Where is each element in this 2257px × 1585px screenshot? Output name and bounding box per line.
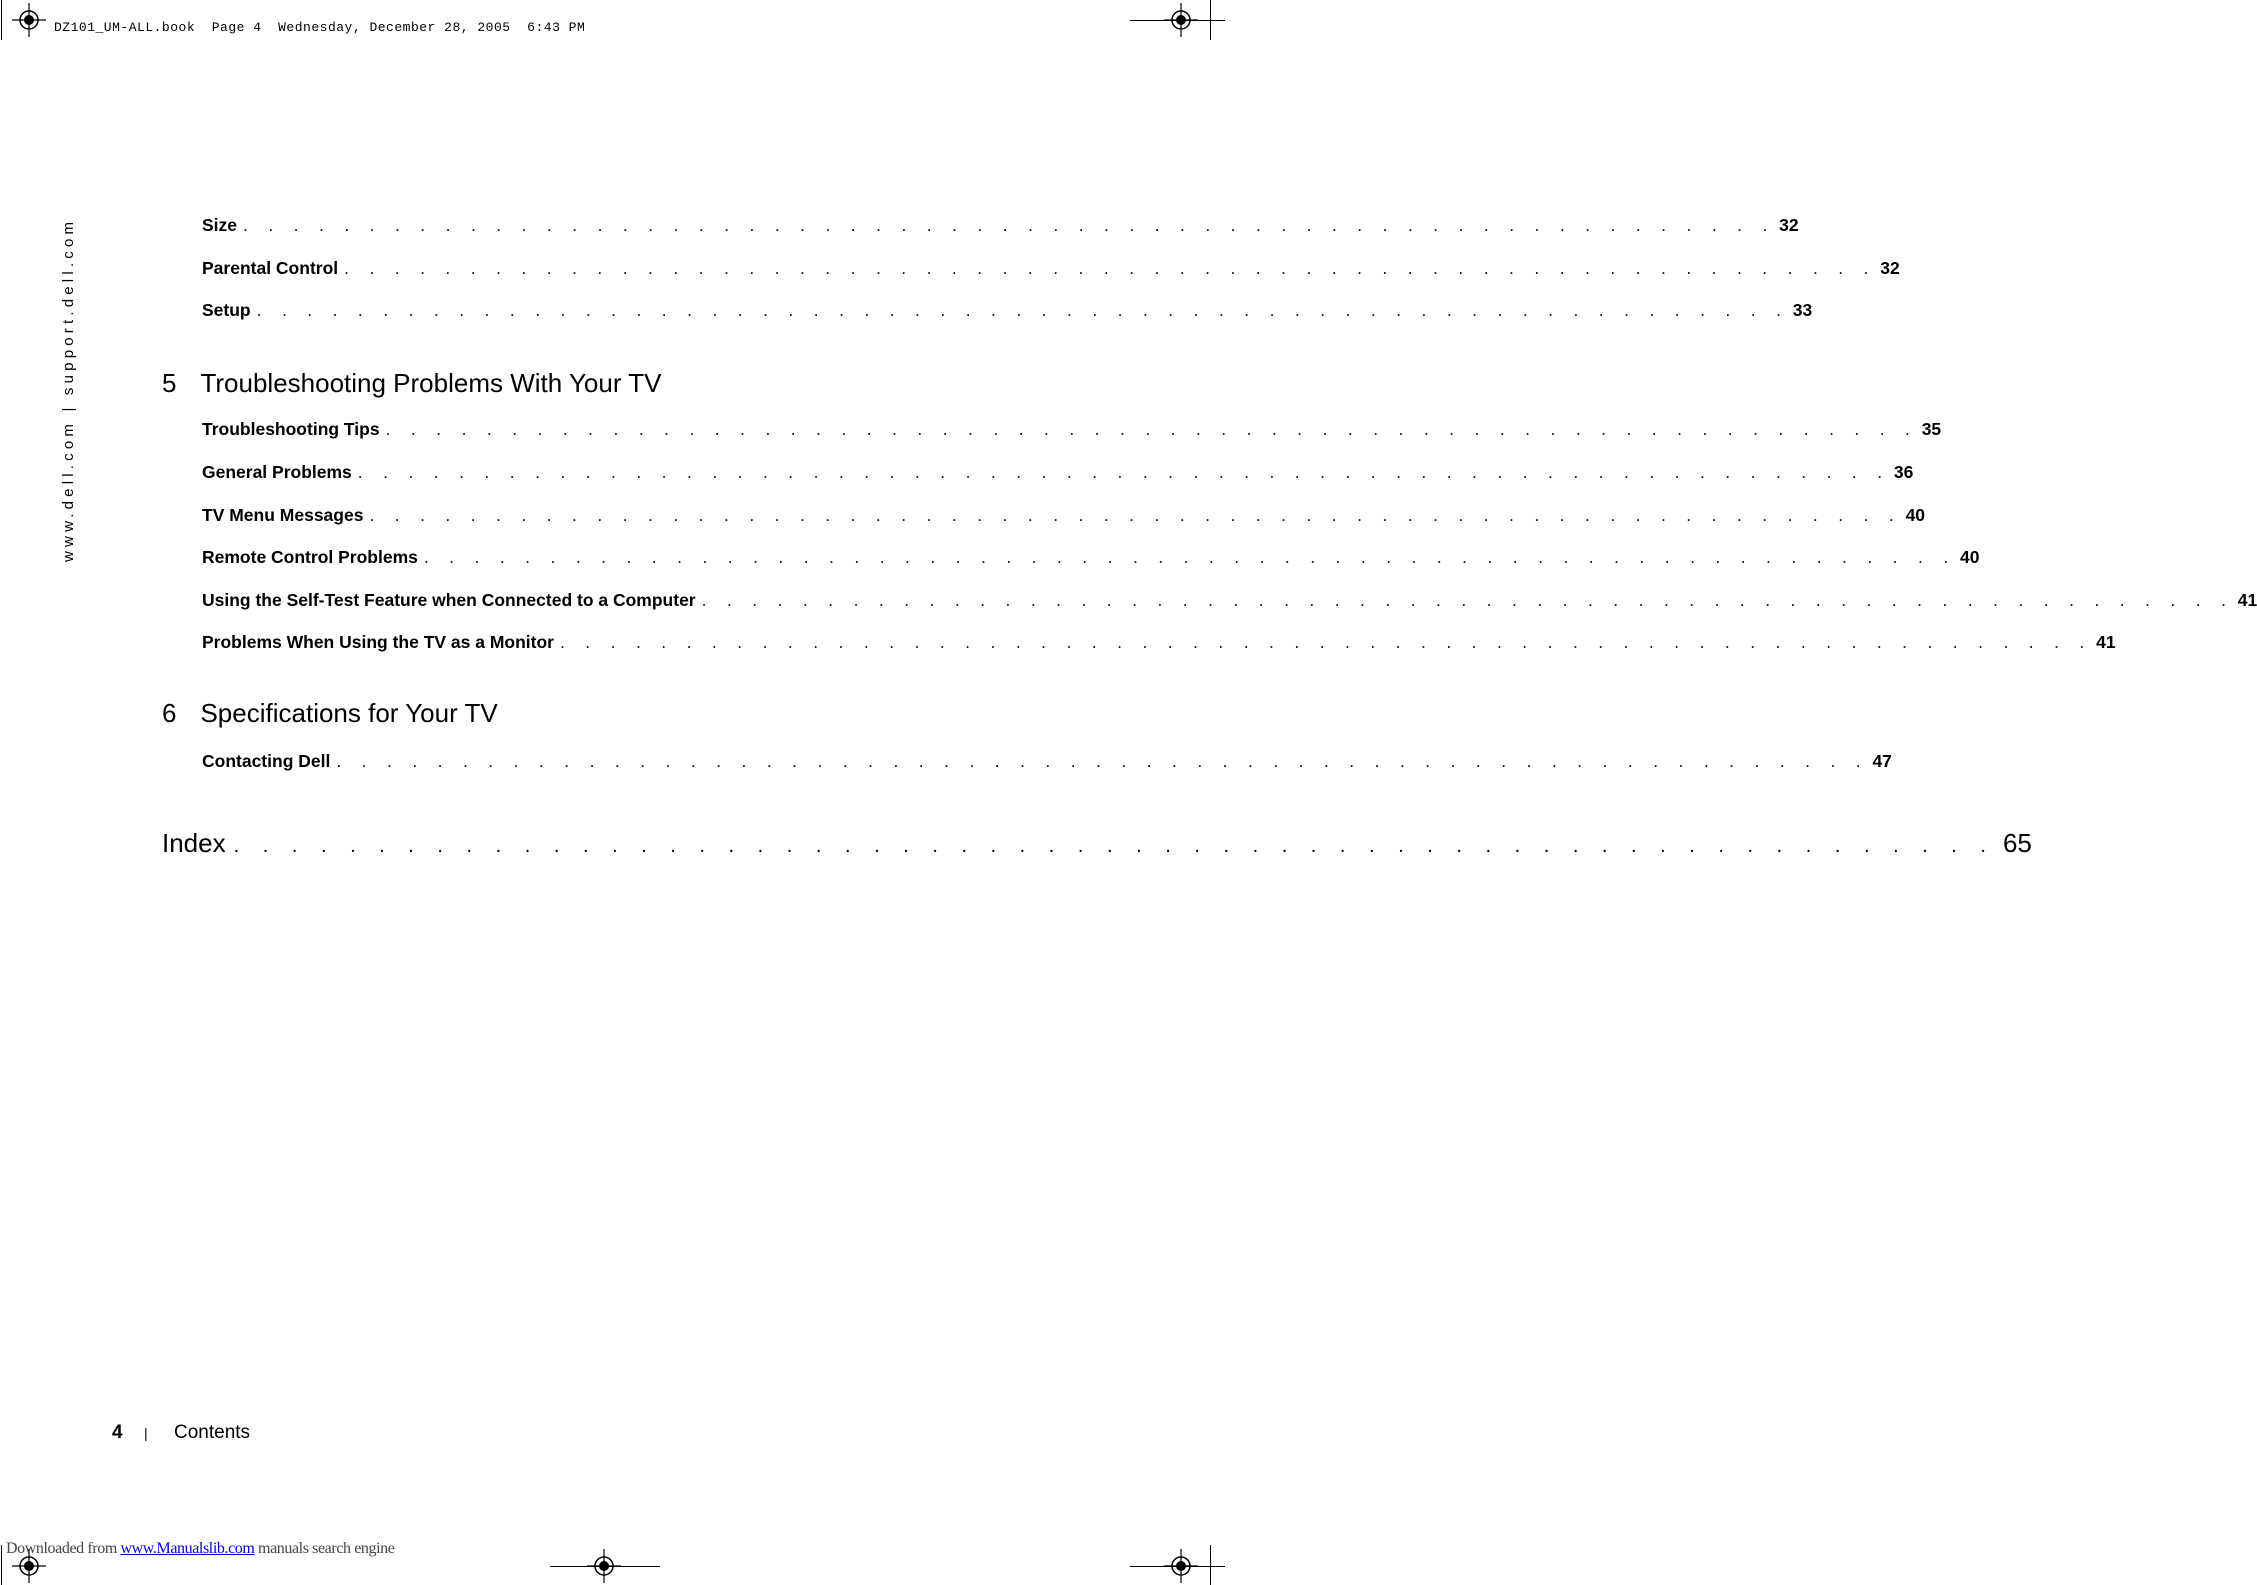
leader-dots: . . . . . . . . . . . . . . . . . . . . . . . . . . . . . . . . . . . . . . . . . . . . . . . . . . . . . . . . . . . . .	[233, 835, 1995, 857]
leader-dots: . . . . . . . . . . . . . . . . . . . . . . . . . . . . . . . . . . . . . . . . . . . . . . . . . . . . . . . . . . . . .	[243, 215, 1776, 235]
chapter-title: Specifications for Your TV	[200, 698, 498, 728]
toc-entry-page: 40	[1905, 505, 1926, 525]
chapter-number: 5	[162, 368, 177, 398]
leader-dots: . . . . . . . . . . . . . . . . . . . . . . . . . . . . . . . . . . . . . . . . . . . . . . . . . . . . . . . . . . . . .	[385, 419, 1918, 439]
toc-entry-label: Parental Control	[202, 258, 339, 278]
manualslib-link[interactable]: www.Manualslib.com	[120, 1540, 255, 1557]
toc-entry-label: Troubleshooting Tips	[202, 419, 380, 439]
page-footer	[112, 1422, 250, 1444]
toc-entry-self-test-feature[interactable]	[202, 590, 2257, 611]
toc-entry-label: Contacting Dell	[202, 751, 331, 771]
crop-line	[1130, 1566, 1225, 1567]
toc-entry-setup[interactable]	[202, 300, 1813, 321]
print-header: DZ101_UM-ALL.book Page 4 Wednesday, December 28, 2005 6:43 PM	[54, 20, 586, 35]
side-url: www.dell.com | support.dell.com	[60, 217, 77, 562]
toc-entry-label: Remote Control Problems	[202, 547, 418, 567]
leader-dots: . . . . . . . . . . . . . . . . . . . . . . . . . . . . . . . . . . . . . . . . . . . . . . . . . . . . . . . . . . . . .	[357, 462, 1890, 482]
leader-dots: . . . . . . . . . . . . . . . . . . . . . . . . . . . . . . . . . . . . . . . . . . . . . . . . . . . . . . . . . . . . .	[423, 547, 1956, 567]
toc-entry-label: Setup	[202, 300, 251, 320]
footer-page-number: 4	[112, 1422, 123, 1443]
toc-entry-tv-menu-messages[interactable]	[202, 505, 1926, 526]
toc-entry-page: 32	[1779, 215, 1799, 235]
toc-entry-tv-as-monitor[interactable]	[202, 632, 2116, 653]
toc-entry-page: 35	[1921, 419, 1942, 439]
footer-section: Contents	[174, 1422, 251, 1443]
leader-dots: . . . . . . . . . . . . . . . . . . . . . . . . . . . . . . . . . . . . . . . . . . . . . . . . . . . . . . . . . . . . .	[336, 751, 1869, 771]
toc-entry-size[interactable]	[202, 215, 1799, 236]
toc-entry-label: General Problems	[202, 462, 352, 482]
crop-line	[1130, 20, 1225, 21]
chapter-heading-6[interactable]	[162, 698, 498, 729]
toc-entry-label: Problems When Using the TV as a Monitor	[202, 632, 554, 652]
toc-entry-page: 41	[2096, 632, 2116, 652]
toc-entry-page: 40	[1959, 547, 1980, 567]
toc-entry-general-problems[interactable]	[202, 462, 1914, 483]
toc-entry-page: 32	[1880, 258, 1900, 278]
chapter-heading-5[interactable]	[162, 368, 662, 399]
toc-entry-index[interactable]	[162, 828, 2032, 859]
toc-entry-contacting-dell[interactable]	[202, 751, 1892, 772]
toc-entry-label: TV Menu Messages	[202, 505, 364, 525]
footer-separator: |	[144, 1425, 148, 1441]
toc-entry-label: Size	[202, 215, 238, 235]
download-prefix: Downloaded from	[6, 1540, 121, 1557]
leader-dots: . . . . . . . . . . . . . . . . . . . . . . . . . . . . . . . . . . . . . . . . . . . . . . . . . . . . . . . . . . . . .	[256, 300, 1789, 320]
crop-line	[1, 1545, 2, 1585]
toc-entry-parental-control[interactable]	[202, 258, 1900, 279]
leader-dots: . . . . . . . . . . . . . . . . . . . . . . . . . . . . . . . . . . . . . . . . . . . . . . . . . . . . . . . . . . . . .	[701, 590, 2234, 610]
toc-entry-label: Using the Self-Test Feature when Connected to a Computer	[202, 590, 696, 610]
toc-entry-remote-control-problems[interactable]	[202, 547, 1980, 568]
leader-dots: . . . . . . . . . . . . . . . . . . . . . . . . . . . . . . . . . . . . . . . . . . . . . . . . . . . . . . . . . . . . .	[559, 632, 2093, 652]
toc-entry-page: 36	[1893, 462, 1914, 482]
toc-entry-troubleshooting-tips[interactable]	[202, 419, 1942, 440]
toc-entry-page: 41	[2237, 590, 2257, 610]
toc-entry-page: 33	[1792, 300, 1813, 320]
chapter-title: Troubleshooting Problems With Your TV	[200, 368, 662, 398]
toc-entry-page: 47	[1872, 751, 1892, 771]
leader-dots: . . . . . . . . . . . . . . . . . . . . . . . . . . . . . . . . . . . . . . . . . . . . . . . . . . . . . . . . . . . . .	[369, 505, 1902, 525]
crop-line	[1, 0, 2, 40]
chapter-number: 6	[162, 698, 177, 728]
registration-mark-top-left	[12, 3, 46, 37]
index-page: 65	[2002, 828, 2032, 858]
download-suffix: manuals search engine	[254, 1540, 395, 1557]
crop-line	[1210, 1545, 1211, 1585]
download-note	[6, 1540, 394, 1558]
crop-line	[550, 1566, 660, 1567]
index-label: Index	[162, 828, 226, 858]
leader-dots: . . . . . . . . . . . . . . . . . . . . . . . . . . . . . . . . . . . . . . . . . . . . . . . . . . . . . . . . . . . . .	[344, 258, 1877, 278]
